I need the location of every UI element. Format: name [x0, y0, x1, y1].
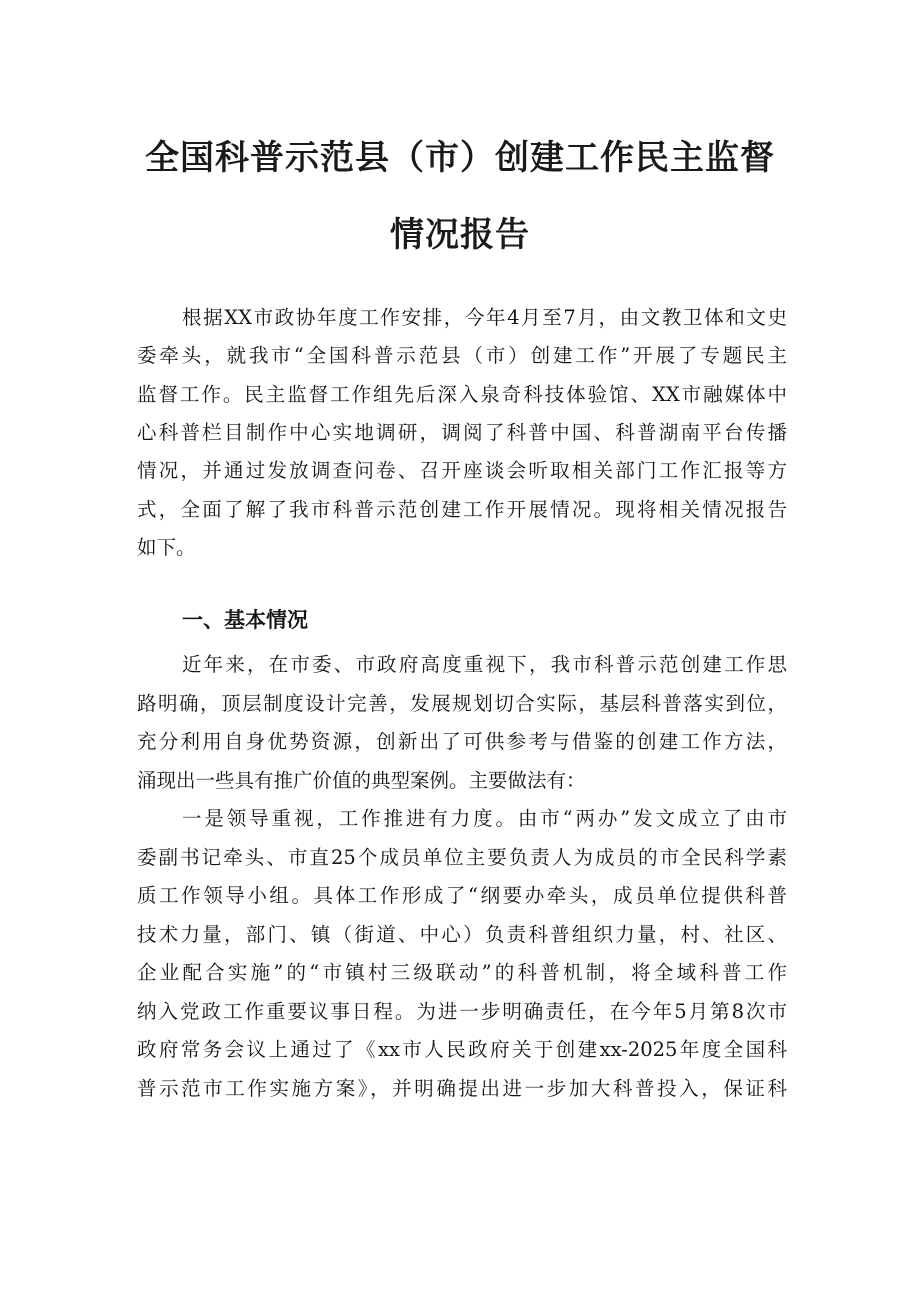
- intro-line: 监督工作。民主监督工作组先后深入泉奇科技体验馆、XX市融媒体中: [137, 383, 787, 406]
- intro-line: 委牵头，就我市“全国科普示范县（市）创建工作”开展了专题民主: [137, 344, 787, 367]
- document-title-line-1: 全国科普示范县（市）创建工作民主监督: [145, 138, 775, 178]
- paragraph-line: 质工作领导小组。具体工作形成了“纲要办牵头，成员单位提供科普: [137, 884, 787, 907]
- intro-line: 如下。: [137, 536, 196, 559]
- paragraph-line: 普示范市工作实施方案》，并明确提出进一步加大科普投入，保证科: [137, 1077, 787, 1100]
- intro-line: 心科普栏目制作中心实地调研，调阅了科普中国、科普湖南平台传播: [137, 421, 787, 444]
- paragraph-line: 涌现出一些具有推广价值的典型案例。主要做法有：: [137, 769, 586, 792]
- paragraph-line: 技术力量，部门、镇（街道、中心）负责科普组织力量，村、社区、: [137, 923, 787, 946]
- intro-line: 情况，并通过发放调查问卷、召开座谈会听取相关部门工作汇报等方: [137, 459, 787, 482]
- paragraph-line: 政府常务会议上通过了《xx市人民政府关于创建xx-2025年度全国科: [137, 1038, 787, 1061]
- paragraph-line: 一是领导重视，工作推进有力度。由市“两办”发文成立了由市: [182, 807, 787, 830]
- section-heading-basic-situation: 一、基本情况: [182, 608, 308, 632]
- paragraph-line: 充分利用自身优势资源，创新出了可供参考与借鉴的创建工作方法，: [137, 730, 787, 753]
- intro-line: 式，全面了解了我市科普示范创建工作开展情况。现将相关情况报告: [137, 498, 787, 521]
- paragraph-line: 路明确，顶层制度设计完善，发展规划切合实际，基层科普落实到位，: [137, 692, 787, 715]
- paragraph-line: 企业配合实施”的“市镇村三级联动”的科普机制，将全域科普工作: [137, 961, 787, 984]
- paragraph-line: 纳入党政工作重要议事日程。为进一步明确责任，在今年5月第8次市: [137, 1000, 787, 1023]
- intro-line: 根据XX市政协年度工作安排，今年4月至7月，由文教卫体和文史: [182, 306, 787, 329]
- document-title-line-2: 情况报告: [390, 215, 530, 255]
- paragraph-line: 近年来，在市委、市政府高度重视下，我市科普示范创建工作思: [182, 653, 787, 676]
- paragraph-line: 委副书记牵头、市直25个成员单位主要负责人为成员的市全民科学素: [137, 846, 787, 869]
